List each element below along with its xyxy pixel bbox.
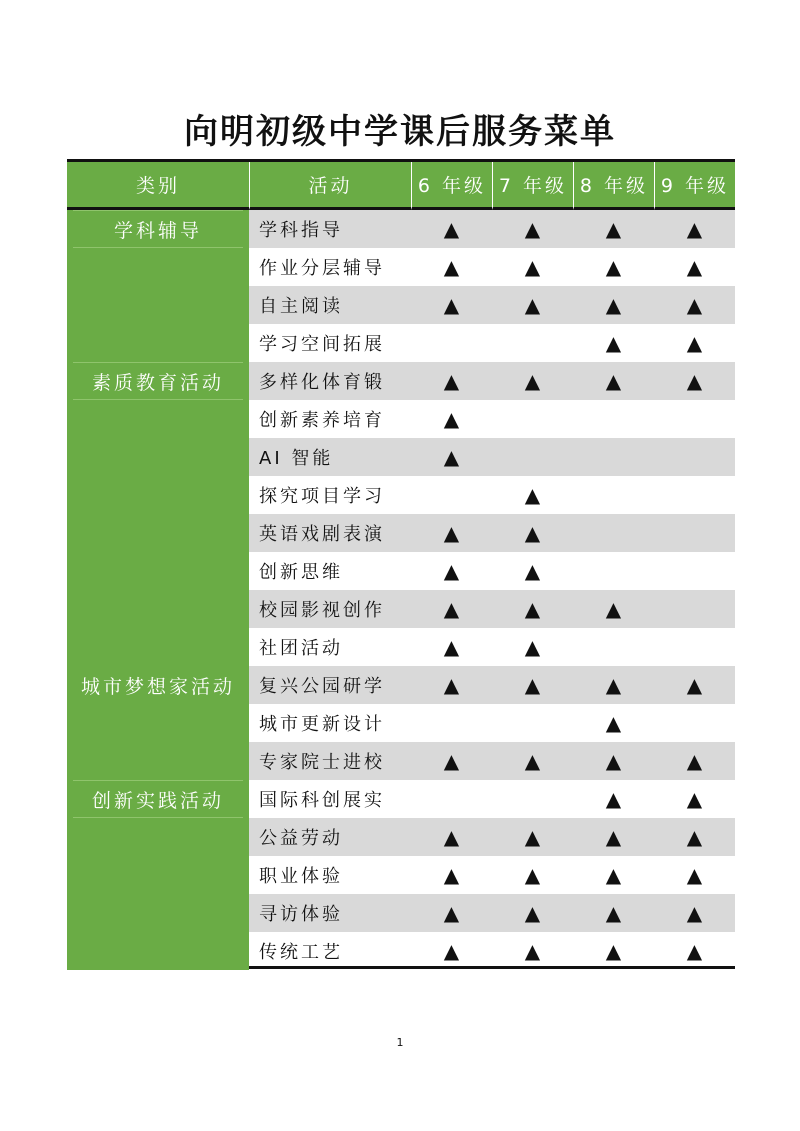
available-mark: ▲: [605, 597, 622, 621]
available-mark: ▲: [443, 635, 460, 659]
available-mark: ▲: [686, 749, 703, 773]
category-label: 创新实践活动: [73, 780, 243, 818]
available-mark: ▲: [443, 255, 460, 279]
category-column: [67, 210, 249, 970]
available-mark: ▲: [686, 863, 703, 887]
available-mark: ▲: [524, 673, 541, 697]
available-mark: ▲: [605, 901, 622, 925]
available-mark: ▲: [443, 597, 460, 621]
activity-name: 创新素养培育: [259, 410, 385, 431]
available-mark: ▲: [443, 521, 460, 545]
available-mark: ▲: [443, 559, 460, 583]
header-grade-7: 7 年级: [492, 162, 573, 210]
available-mark: ▲: [443, 369, 460, 393]
page-number: 1: [396, 1036, 404, 1049]
available-mark: ▲: [605, 863, 622, 887]
available-mark: ▲: [524, 939, 541, 963]
available-mark: ▲: [686, 673, 703, 697]
available-mark: ▲: [443, 673, 460, 697]
available-mark: ▲: [524, 369, 541, 393]
available-mark: ▲: [605, 787, 622, 811]
available-mark: ▲: [605, 255, 622, 279]
activity-name: 公益劳动: [259, 828, 343, 849]
activity-name: 英语戏剧表演: [259, 524, 385, 545]
available-mark: ▲: [524, 825, 541, 849]
activity-name: 学习空间拓展: [259, 334, 385, 355]
activity-name: 社团活动: [259, 638, 343, 659]
available-mark: ▲: [605, 217, 622, 241]
category-label: 素质教育活动: [73, 362, 243, 400]
available-mark: ▲: [524, 749, 541, 773]
available-mark: ▲: [443, 293, 460, 317]
activity-name: 作业分层辅导: [259, 258, 385, 279]
activity-name: 多样化体育锻: [259, 372, 385, 393]
available-mark: ▲: [686, 369, 703, 393]
available-mark: ▲: [443, 217, 460, 241]
available-mark: ▲: [443, 749, 460, 773]
available-mark: ▲: [605, 825, 622, 849]
available-mark: ▲: [605, 331, 622, 355]
available-mark: ▲: [524, 901, 541, 925]
available-mark: ▲: [524, 559, 541, 583]
available-mark: ▲: [443, 863, 460, 887]
available-mark: ▲: [605, 369, 622, 393]
activity-name: 自主阅读: [259, 296, 343, 317]
activity-name: 城市更新设计: [259, 714, 385, 735]
available-mark: ▲: [443, 825, 460, 849]
activity-name: 传统工艺: [259, 942, 343, 963]
available-mark: ▲: [443, 445, 460, 469]
available-mark: ▲: [686, 255, 703, 279]
available-mark: ▲: [524, 863, 541, 887]
available-mark: ▲: [605, 293, 622, 317]
available-mark: ▲: [686, 901, 703, 925]
available-mark: ▲: [686, 825, 703, 849]
header-grade-9: 9 年级: [654, 162, 735, 210]
header-grade-6: 6 年级: [411, 162, 492, 210]
activity-name: 职业体验: [259, 866, 343, 887]
available-mark: ▲: [686, 331, 703, 355]
category-label: 城市梦想家活动: [80, 675, 235, 698]
available-mark: ▲: [686, 787, 703, 811]
page-title: 向明初级中学课后服务菜单: [184, 112, 616, 152]
available-mark: ▲: [686, 217, 703, 241]
available-mark: ▲: [686, 293, 703, 317]
activity-name: 专家院士进校: [259, 752, 385, 773]
available-mark: ▲: [524, 597, 541, 621]
available-mark: ▲: [524, 255, 541, 279]
available-mark: ▲: [524, 635, 541, 659]
activity-name: AI 智能: [259, 448, 334, 469]
service-menu-table: [67, 159, 735, 969]
available-mark: ▲: [524, 293, 541, 317]
activity-name: 校园影视创作: [259, 600, 385, 621]
available-mark: ▲: [443, 407, 460, 431]
available-mark: ▲: [443, 901, 460, 925]
available-mark: ▲: [443, 939, 460, 963]
activity-name: 探究项目学习: [259, 486, 385, 507]
activity-name: 学科指导: [259, 220, 343, 241]
available-mark: ▲: [524, 483, 541, 507]
available-mark: ▲: [524, 217, 541, 241]
available-mark: ▲: [605, 673, 622, 697]
activity-name: 复兴公园研学: [259, 676, 385, 697]
available-mark: ▲: [605, 939, 622, 963]
activity-name: 创新思维: [259, 562, 343, 583]
header-grade-8: 8 年级: [573, 162, 654, 210]
available-mark: ▲: [686, 939, 703, 963]
activity-name: 国际科创展实: [259, 790, 385, 811]
available-mark: ▲: [605, 749, 622, 773]
header-category: 类别: [67, 162, 249, 210]
header-activity: 活动: [249, 162, 411, 210]
available-mark: ▲: [524, 521, 541, 545]
activity-name: 寻访体验: [259, 904, 343, 925]
available-mark: ▲: [605, 711, 622, 735]
category-label: 学科辅导: [73, 210, 243, 248]
